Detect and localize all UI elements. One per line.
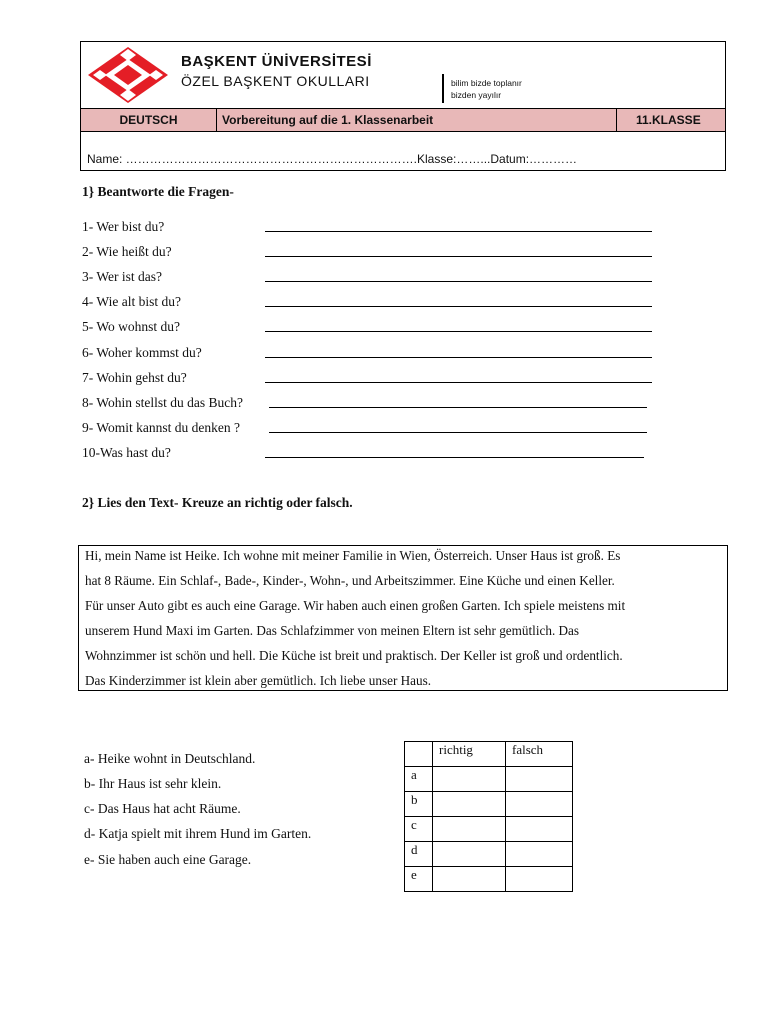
subject-row [81,108,725,132]
grid-row-label: a [405,767,433,792]
statement-b: b- Ihr Haus ist sehr klein. [84,776,222,791]
question-3: 3- Wer ist das? [82,269,163,284]
answer-line-10[interactable] [265,457,644,458]
question-8: 8- Wohin stellst du das Buch? [82,395,244,410]
statement-a: a- Heike wohnt in Deutschland. [84,751,256,766]
name-class-date-line: Name: ……………………………………………………………….Klasse:……...Datum:………… [87,152,578,166]
question-1: 1- Wer bist du? [82,219,165,234]
grid-header-falsch: falsch [506,742,573,767]
answer-line-1[interactable] [265,231,652,232]
logo-row [81,42,725,108]
motto-line-2: bizden yayılır [451,90,502,100]
answer-line-9[interactable] [269,432,647,433]
grid-cell-richtig[interactable] [433,767,506,792]
section-2-title: 2} Lies den Text- Kreuze an richtig oder falsch. [82,495,353,510]
grid-cell-richtig[interactable] [433,842,506,867]
header-box [80,41,726,171]
grid-row-a [405,767,573,792]
grid-cell-richtig[interactable] [433,867,506,892]
answer-grid [404,741,573,892]
grade-cell: 11.KLASSE [636,113,701,127]
question-2: 2- Wie heißt du? [82,244,172,259]
reading-text-box [78,545,728,691]
grid-row-label: d [405,842,433,867]
grid-cell-falsch[interactable] [506,792,573,817]
answer-line-4[interactable] [265,306,652,307]
subject-cell: DEUTSCH [81,109,217,131]
grid-cell-richtig[interactable] [433,792,506,817]
grid-cell-falsch[interactable] [506,767,573,792]
text-line: unserem Hund Maxi im Garten. Das Schlafzimmer von meinen Eltern ist sehr gemütlich. Das [85,623,580,638]
grid-row-c [405,817,573,842]
grid-row-label: e [405,867,433,892]
answer-line-2[interactable] [265,256,652,257]
grid-row-label: b [405,792,433,817]
statement-d: d- Katja spielt mit ihrem Hund im Garten. [84,826,312,841]
question-7: 7- Wohin gehst du? [82,370,187,385]
text-line: Hi, mein Name ist Heike. Ich wohne mit meiner Familie in Wien, Österreich. Unser Haus ist groß. Es [85,548,621,563]
answer-line-7[interactable] [265,382,652,383]
question-4: 4- Wie alt bist du? [82,294,181,309]
divider [442,74,444,103]
grid-cell-falsch[interactable] [506,842,573,867]
question-9: 9- Womit kannst du denken ? [82,420,241,435]
question-10: 10-Was hast du? [82,445,171,460]
text-line: Das Kinderzimmer ist klein aber gemütlich. Ich liebe unser Haus. [85,673,432,688]
answer-line-3[interactable] [265,281,652,282]
grid-header-richtig: richtig [433,742,506,767]
question-5: 5- Wo wohnst du? [82,319,181,334]
baskent-logo-icon [87,46,169,104]
text-line: hat 8 Räume. Ein Schlaf-, Bade-, Kinder-, Wohn-, und Arbeitszimmer. Eine Küche und einen Keller. [85,573,615,588]
question-6: 6- Woher kommst du? [82,345,202,360]
grid-row-d [405,842,573,867]
grid-cell-falsch[interactable] [506,867,573,892]
grid-corner-cell [405,742,433,767]
text-line: Für unser Auto gibt es auch eine Garage. Wir haben auch einen großen Garten. Ich spiele meistens mit [85,598,626,613]
motto-line-1: bilim bizde toplanır [451,78,522,88]
text-line: Wohnzimmer ist schön und hell. Die Küche ist breit und praktisch. Der Keller ist groß und ordentlich. [85,648,623,663]
statement-e: e- Sie haben auch eine Garage. [84,852,252,867]
section-1-title: 1} Beantworte die Fragen- [82,184,234,199]
grid-cell-richtig[interactable] [433,817,506,842]
school-name: ÖZEL BAŞKENT OKULLARI [181,73,370,89]
grid-header-row [405,742,573,767]
answer-line-5[interactable] [265,331,652,332]
grid-row-label: c [405,817,433,842]
answer-line-8[interactable] [269,407,647,408]
grid-cell-falsch[interactable] [506,817,573,842]
statement-c: c- Das Haus hat acht Räume. [84,801,241,816]
answer-line-6[interactable] [265,357,652,358]
university-name: BAŞKENT ÜNİVERSİTESİ [181,53,372,70]
grid-row-e [405,867,573,892]
exam-title-cell: Vorbereitung auf die 1. Klassenarbeit [217,109,617,131]
grid-row-b [405,792,573,817]
